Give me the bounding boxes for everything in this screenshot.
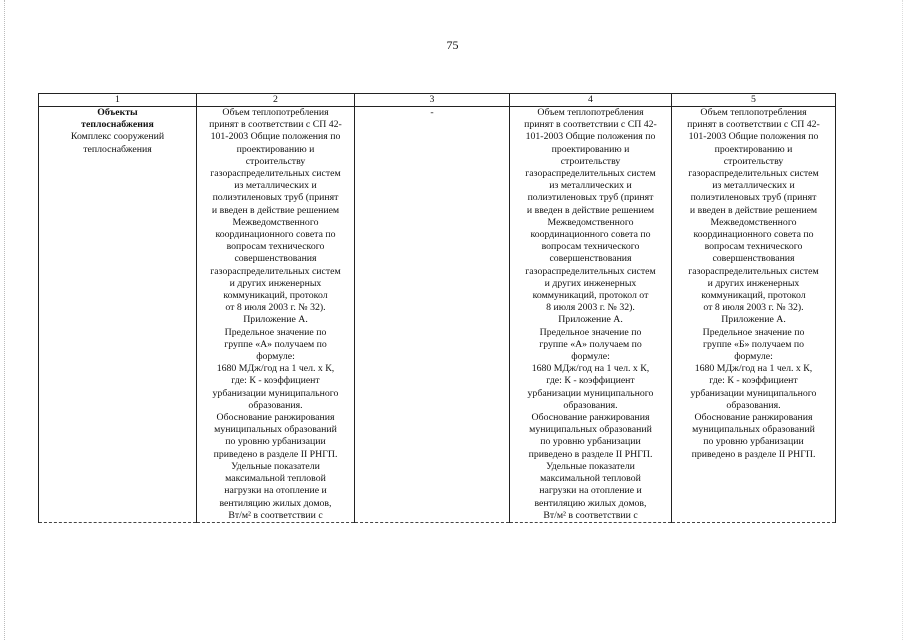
cell-text-line: и других инженерных	[544, 277, 637, 289]
cell-column-3	[355, 107, 510, 523]
cell-text-line: Обоснование ранжирования	[216, 412, 335, 424]
cell-text-line: 1680 МДж/год на 1 чел. х К,	[531, 363, 650, 375]
cell-text-line: -	[430, 107, 434, 118]
cell-text-line: газораспределительных систем	[525, 265, 656, 277]
cell-text-line: образования.	[563, 399, 618, 411]
cell-text-line: Объем теплопотребления	[537, 107, 644, 118]
cell-text-line: группе «Б» получаем по	[702, 338, 805, 350]
cell-text-line: принят в соответствии с СП 42-	[209, 119, 342, 131]
object-title-line-1: Объекты	[97, 107, 138, 118]
cell-text-line: коммуникаций, протокол	[701, 290, 806, 302]
cell-text-line: из металлических и	[712, 180, 795, 192]
cell-text-line: вентиляцию жилых домов,	[534, 497, 647, 509]
cell-text-line: Приложение А.	[721, 314, 786, 326]
cell-text-line: приведено в разделе II РНГП.	[213, 448, 338, 460]
cell-text-line: приведено в разделе II РНГП.	[528, 448, 653, 460]
scan-margin-mark	[4, 0, 7, 640]
cell-column-2	[197, 107, 355, 523]
column-number-5: 5	[672, 94, 836, 107]
cell-text-line: Обоснование ранжирования	[694, 412, 813, 424]
cell-text-line: и введен в действие решением	[526, 204, 655, 216]
cell-column-5	[672, 107, 836, 523]
cell-text-line: Межведомственного	[547, 216, 634, 228]
cell-object	[39, 107, 197, 523]
cell-text-line: 8 июля 2003 г. № 32).	[546, 302, 635, 314]
cell-text-line: и введен в действие решением	[211, 204, 340, 216]
cell-text-line: вентиляцию жилых домов,	[219, 497, 332, 509]
cell-text-line: 101-2003 Общие положения по	[525, 131, 656, 143]
cell-text-line: формуле:	[571, 351, 610, 363]
cell-text-line: Объем теплопотребления	[700, 107, 807, 118]
cell-text-line: формуле:	[734, 351, 773, 363]
cell-text-line: максимальной тепловой	[540, 473, 641, 485]
cell-text-line: газораспределительных систем	[688, 265, 819, 277]
column-number-2: 2	[197, 94, 355, 107]
cell-text-line: Предельное значение по	[702, 326, 805, 338]
cell-text-line: Межведомственного	[232, 216, 319, 228]
cell-text-line: образования.	[248, 399, 303, 411]
cell-text-line: совершенствования	[712, 253, 795, 265]
object-name-line-1: Комплекс сооружений	[70, 131, 165, 143]
cell-text-line: формуле:	[256, 351, 295, 363]
cell-text-line: Вт/м² в соответствии с	[543, 509, 638, 521]
cell-text-line: Обоснование ранжирования	[531, 412, 650, 424]
cell-text-line: Приложение А.	[558, 314, 623, 326]
cell-text-line: Предельное значение по	[539, 326, 642, 338]
column-number-4: 4	[510, 94, 672, 107]
cell-text-line: Вт/м² в соответствии с	[228, 509, 323, 521]
cell-text-line: приведено в разделе II РНГП.	[691, 448, 816, 460]
cell-text-line: из металлических и	[234, 180, 317, 192]
cell-text-line: урбанизации муниципального	[212, 387, 339, 399]
cell-text-line: 101-2003 Общие положения по	[688, 131, 819, 143]
requirements-table	[38, 93, 836, 523]
cell-text-line: газораспределительных систем	[688, 168, 819, 180]
cell-text-line: координационного совета по	[693, 229, 814, 241]
cell-text-line: Удельные показатели	[546, 460, 635, 472]
cell-text-line: и других инженерных	[707, 277, 800, 289]
cell-text-line: по уровню урбанизации	[540, 436, 641, 448]
cell-text-line: 101-2003 Общие положения по	[210, 131, 341, 143]
cell-text-line: нагрузки на отопление и	[539, 485, 642, 497]
cell-text-line: от 8 июля 2003 г. № 32).	[225, 302, 326, 314]
cell-text-line: строительству	[245, 155, 306, 167]
cell-text-line: строительству	[560, 155, 621, 167]
cell-text-line: вопросам технического	[226, 241, 325, 253]
cell-text-line: коммуникаций, протокол от	[532, 290, 649, 302]
cell-text-line: группе «А» получаем по	[224, 338, 327, 350]
cell-text-line: принят в соответствии с СП 42-	[687, 119, 820, 131]
cell-text-line: газораспределительных систем	[525, 168, 656, 180]
cell-text-line: Межведомственного	[710, 216, 797, 228]
cell-text-line: Предельное значение по	[224, 326, 327, 338]
cell-text-line: где: К - коэффициент	[231, 375, 320, 387]
cell-text-line: совершенствования	[234, 253, 317, 265]
cell-text-line: полиэтиленовых труб (принят	[527, 192, 654, 204]
object-title-line-2: теплоснабжения	[81, 119, 154, 131]
cell-text-line: от 8 июля 2003 г. № 32).	[703, 302, 804, 314]
cell-text-line: Приложение А.	[243, 314, 308, 326]
cell-text-line: где: К - коэффициент	[546, 375, 635, 387]
object-name-line-2: теплоснабжения	[83, 143, 152, 155]
cell-text-line: принят в соответствии с СП 42-	[524, 119, 657, 131]
cell-text-line: проектированию и	[236, 143, 315, 155]
column-number-3: 3	[355, 94, 510, 107]
cell-text-line: муниципальных образований	[692, 424, 815, 436]
cell-text-line: строительству	[723, 155, 784, 167]
table-header-row	[39, 94, 836, 107]
cell-text-line: группе «А» получаем по	[539, 338, 642, 350]
column-number-1: 1	[39, 94, 197, 107]
cell-text-line: и введен в действие решением	[689, 204, 818, 216]
cell-text-line: муниципальных образований	[214, 424, 337, 436]
cell-text-line: из металлических и	[549, 180, 632, 192]
cell-text-line: вопросам технического	[541, 241, 640, 253]
cell-text-line: полиэтиленовых труб (принят	[212, 192, 339, 204]
cell-text-line: урбанизации муниципального	[527, 387, 654, 399]
cell-text-line: Объем теплопотребления	[222, 107, 329, 118]
cell-text-line: 1680 МДж/год на 1 чел. х К,	[216, 363, 335, 375]
cell-text-line: проектированию и	[714, 143, 793, 155]
cell-text-line: муниципальных образований	[529, 424, 652, 436]
cell-text-line: газораспределительных систем	[210, 265, 341, 277]
cell-text-line: нагрузки на отопление и	[224, 485, 327, 497]
cell-text-line: проектированию и	[551, 143, 630, 155]
scan-right-mark	[902, 0, 904, 640]
cell-text-line: координационного совета по	[530, 229, 651, 241]
cell-text-line: газораспределительных систем	[210, 168, 341, 180]
cell-text-line: вопросам технического	[704, 241, 803, 253]
cell-text-line: по уровню урбанизации	[225, 436, 326, 448]
cell-text-line: совершенствования	[549, 253, 632, 265]
cell-text-line: 1680 МДж/год на 1 чел. х К,	[694, 363, 813, 375]
table-row	[39, 107, 836, 523]
cell-text-line: и других инженерных	[229, 277, 322, 289]
cell-text-line: максимальной тепловой	[225, 473, 326, 485]
page-number: 75	[446, 38, 459, 52]
cell-text-line: полиэтиленовых труб (принят	[690, 192, 817, 204]
cell-text-line: по уровню урбанизации	[703, 436, 804, 448]
cell-text-line: где: К - коэффициент	[709, 375, 798, 387]
cell-text-line: образования.	[726, 399, 781, 411]
cell-column-4	[510, 107, 672, 523]
cell-text-line: Удельные показатели	[231, 460, 320, 472]
cell-text-line: урбанизации муниципального	[690, 387, 817, 399]
cell-text-line: коммуникаций, протокол	[223, 290, 328, 302]
cell-text-line: координационного совета по	[215, 229, 336, 241]
